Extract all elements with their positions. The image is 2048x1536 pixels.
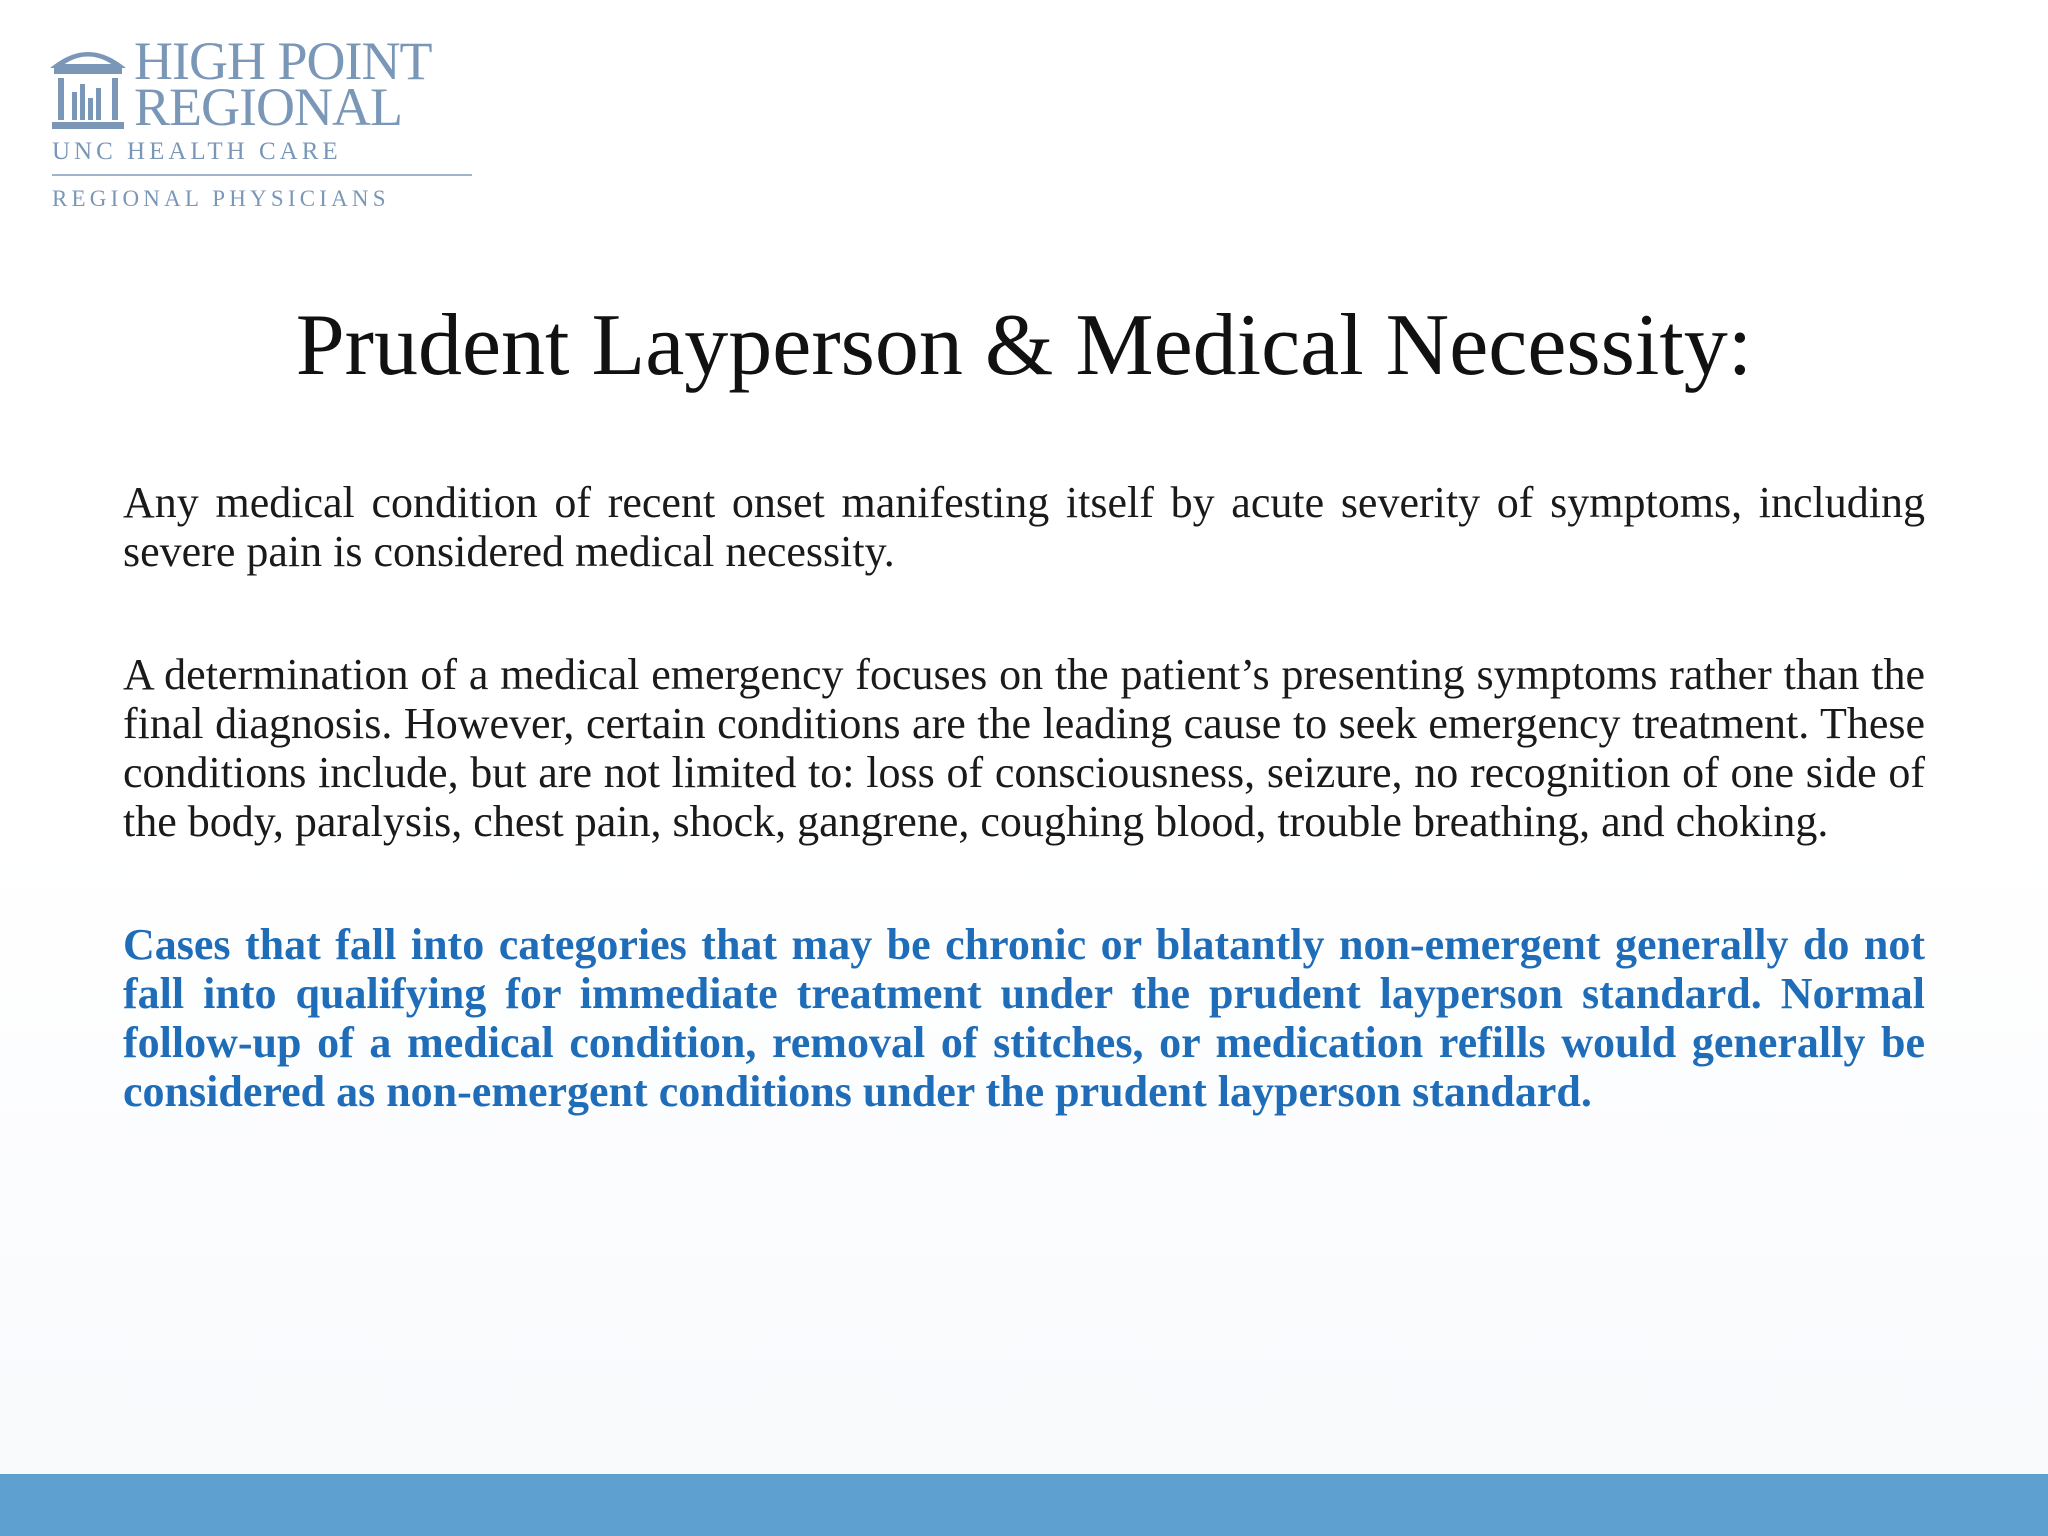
slide-body — [123, 478, 1925, 1116]
slide-title: Prudent Layperson & Medical Necessity: — [295, 297, 1753, 394]
logo-subtitle-health-care: UNC HEALTH CARE — [52, 138, 342, 165]
footer-band — [0, 1474, 2048, 1536]
logo-subtitle-physicians: REGIONAL PHYSICIANS — [52, 186, 390, 211]
paragraph-non-emergent: Cases that fall into categories that may be chronic or blatantly non-emergent generally do not fall into qualifying for immediate treatment under the prudent layperson standard. Normal follow-up of a medical condition, removal of stitches, or medication refills would generally be considered as non-emergent conditions under the prudent layperson standard. — [123, 920, 1925, 1116]
columned-building-icon — [50, 40, 126, 132]
paragraph-determination: A determination of a medical emergency focuses on the patient’s presenting symptoms rather than the final diagnosis. However, certain conditions are the leading cause to seek emergency treatment. These conditions include, but are not limited to: loss of consciousness, seizure, no recognition of one side of the body, paralysis, chest pain, shock, gangrene, coughing blood, trouble breathing, and choking. — [123, 650, 1925, 846]
logo-line2: REGIONAL — [134, 77, 402, 137]
organization-logo — [50, 31, 480, 224]
logo-divider — [52, 174, 472, 176]
paragraph-definition: Any medical condition of recent onset manifesting itself by acute severity of symptoms, including severe pain is considered medical necessity. — [123, 478, 1925, 576]
logo-line1: HIGH POINT — [134, 31, 432, 91]
